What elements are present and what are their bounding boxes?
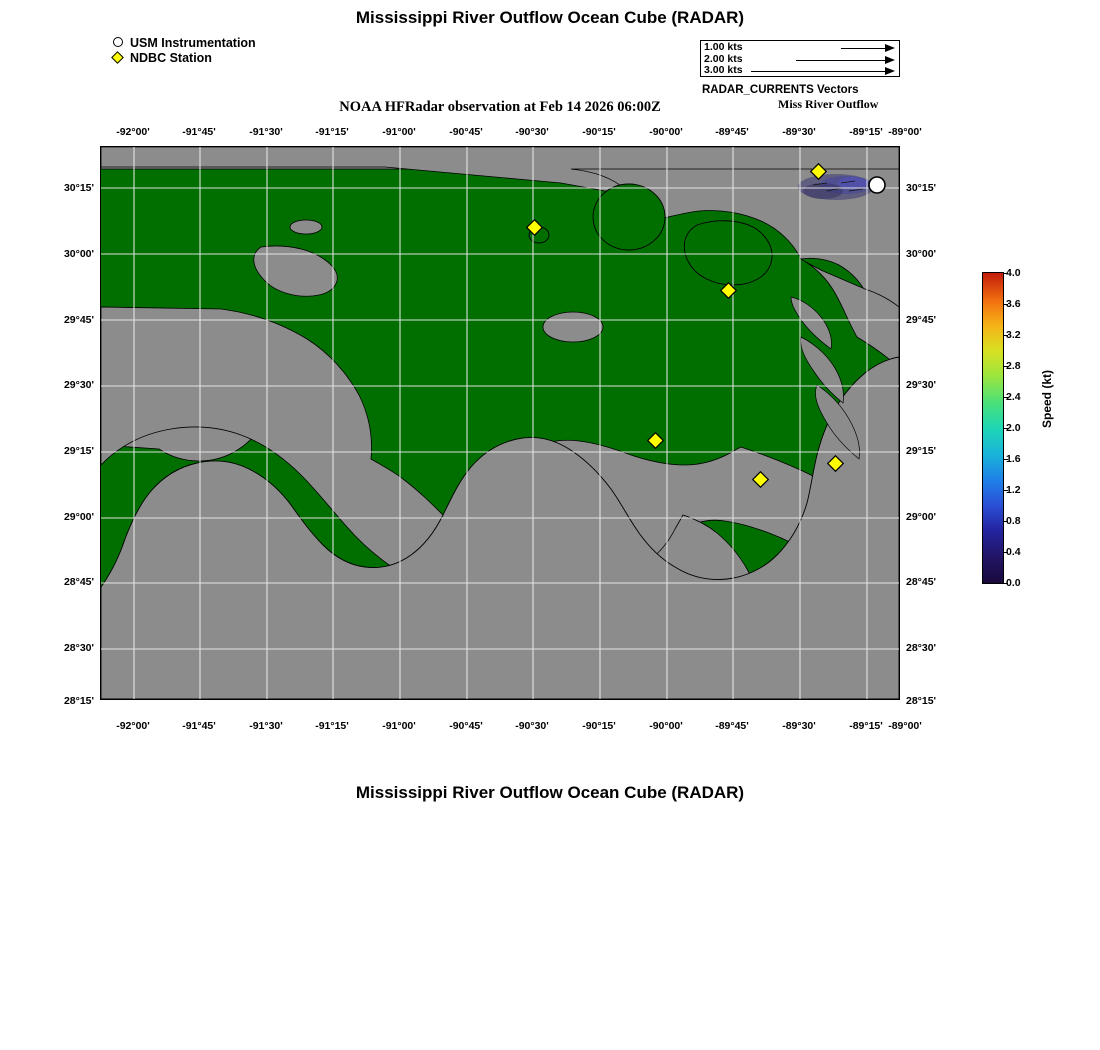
- lon-tick-bot-2: -91°30': [249, 720, 283, 732]
- inland-lake-1: [543, 312, 603, 342]
- colorbar-tick-6: 1.6: [1006, 453, 1021, 465]
- vector-key-row-3: [701, 65, 901, 77]
- legend-label-ndbc: NDBC Station: [130, 51, 212, 65]
- lon-tick-bot-4: -91°00': [382, 720, 416, 732]
- lon-tick-top-10: -89°30': [782, 126, 816, 138]
- lat-tick-right-3: 29°30': [906, 379, 937, 391]
- lat-tick-left-0: 30°15': [63, 182, 94, 194]
- lon-tick-top-1: -91°45': [182, 126, 216, 138]
- lat-tick-right-1: 30°00': [906, 248, 937, 260]
- lon-tick-top-3: -91°15': [315, 126, 349, 138]
- lat-tick-left-8: 28°15': [63, 695, 94, 707]
- radar-current-field: [798, 174, 874, 200]
- lon-tick-bot-0: -92°00': [116, 720, 150, 732]
- lat-tick-right-8: 28°15': [906, 695, 937, 707]
- lat-tick-right-2: 29°45': [906, 314, 937, 326]
- lon-tick-top-8: -90°00': [649, 126, 683, 138]
- lon-tick-top-7: -90°15': [582, 126, 616, 138]
- legend-item-ndbc: [110, 51, 256, 65]
- lat-tick-left-3: 29°30': [63, 379, 94, 391]
- usm-instrumentation-marker: [869, 177, 885, 193]
- vector-key-label-3: 3.00 kts: [704, 64, 743, 76]
- lon-tick-top-5: -90°45': [449, 126, 483, 138]
- map-subtitle: NOAA HFRadar observation at Feb 14 2026 06:00Z: [339, 99, 661, 115]
- lon-tick-top-6: -90°30': [515, 126, 549, 138]
- vector-arrow-head-1: [885, 44, 895, 52]
- page-title: Mississippi River Outflow Ocean Cube (RADAR): [355, 8, 745, 27]
- lon-tick-top-9: -89°45': [715, 126, 749, 138]
- vector-arrow-head-3: [885, 67, 895, 75]
- lon-tick-bot-9: -89°45': [715, 720, 749, 732]
- lat-tick-right-7: 28°30': [906, 642, 937, 654]
- colorbar-title: Speed (kt): [1040, 369, 1054, 428]
- legend-item-usm: [110, 36, 256, 50]
- lon-tick-bot-3: -91°15': [315, 720, 349, 732]
- colorbar-tick-10: 0.0: [1006, 577, 1021, 589]
- vector-key-caption: RADAR_CURRENTS Vectors: [702, 84, 859, 96]
- lon-tick-bot-12: -89°00': [888, 720, 922, 732]
- lat-tick-left-4: 29°15': [63, 445, 94, 457]
- lat-tick-left-5: 29°00': [63, 511, 94, 523]
- vector-arrow-shaft-2: [796, 60, 886, 61]
- lon-tick-top-11: -89°15': [849, 126, 883, 138]
- vector-arrow-shaft-1: [841, 48, 886, 49]
- colorbar-tick-5: 2.0: [1006, 422, 1021, 434]
- lon-tick-bot-1: -91°45': [182, 720, 216, 732]
- map-canvas[interactable]: [100, 146, 900, 700]
- colorbar-tick-2: 3.2: [1006, 329, 1021, 341]
- lat-tick-right-5: 29°00': [906, 511, 937, 523]
- lake-pontchartrain: [593, 184, 665, 250]
- inland-lake-2: [290, 220, 322, 234]
- speed-colorbar: [982, 272, 1004, 584]
- legend-label-usm: USM Instrumentation: [130, 36, 256, 50]
- colorbar-tick-1: 3.6: [1006, 298, 1021, 310]
- vector-arrow-head-2: [885, 56, 895, 64]
- circle-marker-icon: [110, 36, 128, 50]
- lon-tick-bot-5: -90°45': [449, 720, 483, 732]
- lon-tick-bot-8: -90°00': [649, 720, 683, 732]
- lat-tick-left-2: 29°45': [63, 314, 94, 326]
- colorbar-tick-9: 0.4: [1006, 546, 1021, 558]
- region-label: Miss River Outflow: [778, 97, 879, 111]
- lon-tick-top-12: -89°00': [888, 126, 922, 138]
- vector-scale-key: [700, 40, 900, 77]
- lon-tick-bot-10: -89°30': [782, 720, 816, 732]
- lat-tick-left-1: 30°00': [63, 248, 94, 260]
- diamond-marker-icon: [110, 51, 128, 65]
- lon-tick-top-0: -92°00': [116, 126, 150, 138]
- colorbar-tick-8: 0.8: [1006, 515, 1021, 527]
- vector-key-label-1: 1.00 kts: [704, 41, 743, 53]
- lat-tick-right-4: 29°15': [906, 445, 937, 457]
- map-legend: [110, 36, 256, 66]
- colorbar-tick-3: 2.8: [1006, 360, 1021, 372]
- colorbar-tick-0: 4.0: [1006, 267, 1021, 279]
- lat-tick-right-6: 28°45': [906, 576, 937, 588]
- lon-tick-top-2: -91°30': [249, 126, 283, 138]
- lon-tick-top-4: -91°00': [382, 126, 416, 138]
- vector-key-label-2: 2.00 kts: [704, 53, 743, 65]
- lat-tick-right-0: 30°15': [906, 182, 937, 194]
- lon-tick-bot-6: -90°30': [515, 720, 549, 732]
- lon-tick-bot-11: -89°15': [849, 720, 883, 732]
- bottom-title: Mississippi River Outflow Ocean Cube (RADAR): [355, 783, 745, 802]
- lat-tick-left-6: 28°45': [63, 576, 94, 588]
- lon-tick-bot-7: -90°15': [582, 720, 616, 732]
- lat-tick-left-7: 28°30': [63, 642, 94, 654]
- colorbar-tick-7: 1.2: [1006, 484, 1021, 496]
- colorbar-tick-4: 2.4: [1006, 391, 1021, 403]
- vector-arrow-shaft-3: [751, 71, 886, 72]
